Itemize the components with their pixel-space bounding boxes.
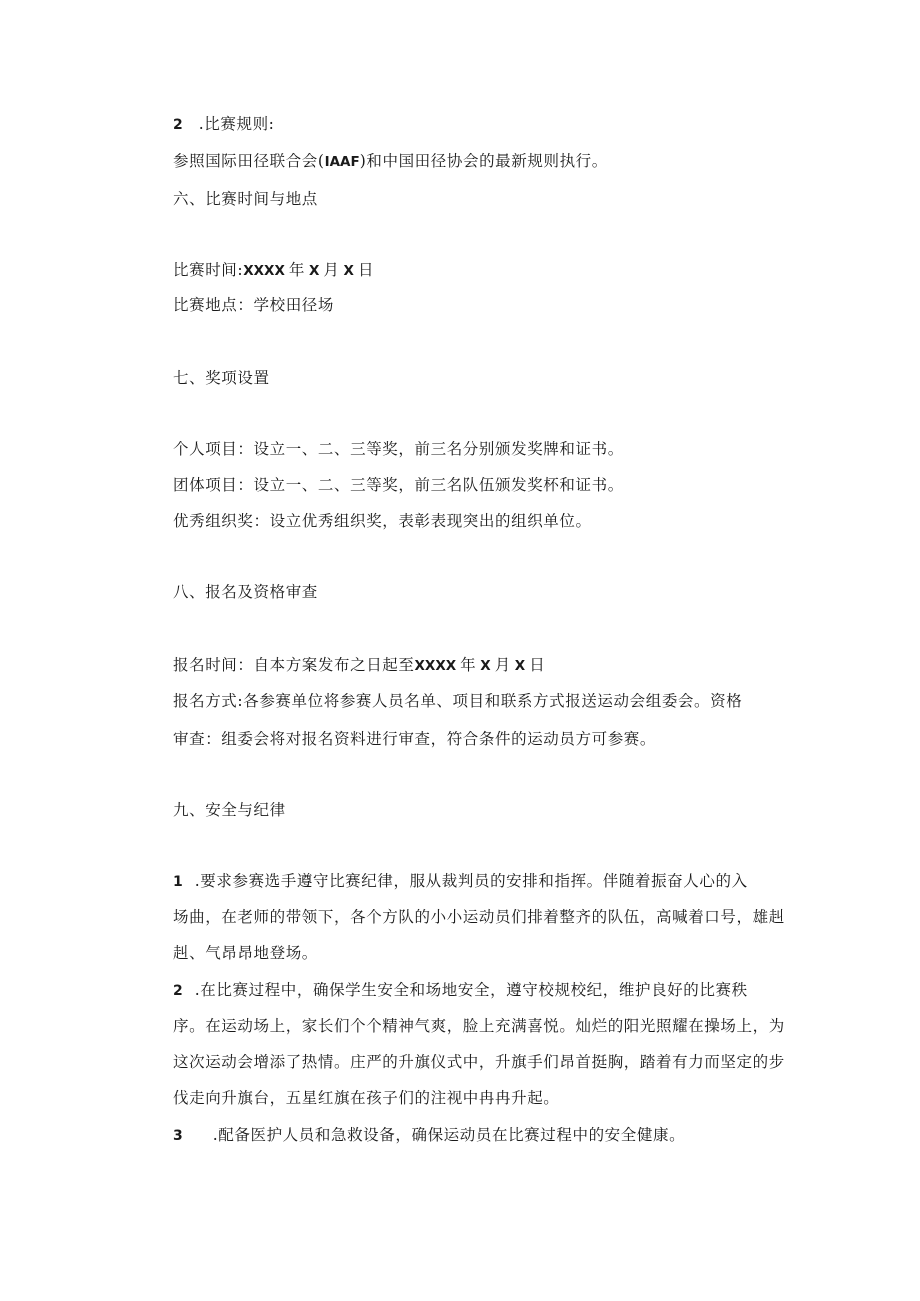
safety-p3-line1 bbox=[173, 1124, 685, 1147]
award-organization: 优秀组织奖：设立优秀组织奖，表彰表现突出的组织单位。 bbox=[173, 512, 592, 530]
reg-time-day-unit: 日 bbox=[529, 656, 546, 674]
reg-time-year: XXXX bbox=[414, 658, 457, 674]
rule-text-pre: 参照国际田径联合会( bbox=[173, 152, 325, 170]
safety-p2-text1: .在比赛过程中，确保学生安全和场地安全，遵守校规校纪，维护良好的比赛秩 bbox=[194, 981, 748, 999]
registration-time bbox=[173, 654, 545, 677]
safety-p1-line2: 场曲，在老师的带领下，各个方队的小小运动员们排着整齐的队伍，高喊着口号，雄赳 bbox=[173, 908, 785, 926]
safety-p2-line4: 伐走向升旗台，五星红旗在孩子们的注视中冉冉升起。 bbox=[173, 1089, 560, 1107]
competition-place: 比赛地点：学校田径场 bbox=[173, 296, 335, 314]
rule-text bbox=[173, 150, 608, 173]
safety-p3-text1: .配备医护人员和急救设备，确保运动员在比赛过程中的安全健康。 bbox=[212, 1126, 686, 1144]
time-day-unit: 日 bbox=[357, 261, 375, 279]
award-team: 团体项目：设立一、二、三等奖，前三名队伍颁发奖杯和证书。 bbox=[173, 476, 624, 494]
time-year-unit: 年 bbox=[288, 261, 305, 279]
safety-p2-line1 bbox=[173, 979, 748, 1002]
time-year: XXXX bbox=[243, 263, 285, 279]
safety-p2-line3: 这次运动会增添了热情。庄严的升旗仪式中，升旗手们昂首挺胸，踏着有力而坚定的步 bbox=[173, 1053, 785, 1071]
rule-heading bbox=[173, 113, 275, 136]
reg-time-month: X bbox=[480, 658, 491, 674]
section8-heading: 八、报名及资格审查 bbox=[173, 583, 318, 601]
time-month: X bbox=[308, 263, 320, 279]
registration-method-line2: 审查：组委会将对报名资料进行审查，符合条件的运动员方可参赛。 bbox=[173, 730, 657, 748]
competition-time bbox=[173, 259, 374, 282]
section6-heading: 六、比赛时间与地点 bbox=[173, 190, 318, 208]
section9-heading: 九、安全与纪律 bbox=[173, 801, 286, 819]
rule-text-post: )和中国田径协会的最新规则执行。 bbox=[359, 152, 608, 170]
rule-number: 2 bbox=[173, 117, 183, 133]
safety-p1-line1 bbox=[173, 870, 748, 893]
time-month-unit: 月 bbox=[323, 261, 340, 279]
rule-label: .比赛规则: bbox=[198, 115, 275, 133]
rule-org: IAAF bbox=[324, 154, 360, 170]
reg-time-month-unit: 月 bbox=[494, 656, 511, 674]
safety-p2-number: 2 bbox=[173, 983, 183, 999]
registration-method-line1: 报名方式:各参赛单位将参赛人员名单、项目和联系方式报送运动会组委会。资格 bbox=[173, 692, 743, 710]
safety-p3-number: 3 bbox=[173, 1128, 183, 1144]
safety-p2-line2: 序。在运动场上，家长们个个精神气爽，脸上充满喜悦。灿烂的阳光照耀在操场上，为 bbox=[173, 1017, 785, 1035]
award-individual: 个人项目：设立一、二、三等奖，前三名分别颁发奖牌和证书。 bbox=[173, 440, 624, 458]
reg-time-year-unit: 年 bbox=[460, 656, 477, 674]
safety-p1-line3: 赳、气昂昂地登场。 bbox=[173, 944, 318, 962]
reg-time-day: X bbox=[514, 658, 526, 674]
time-label: 比赛时间: bbox=[173, 261, 244, 279]
section7-heading: 七、奖项设置 bbox=[173, 369, 270, 387]
time-day: X bbox=[343, 263, 354, 279]
safety-p1-number: 1 bbox=[173, 874, 183, 890]
reg-time-pre: 报名时间：自本方案发布之日起至 bbox=[173, 656, 415, 674]
safety-p1-text1: .要求参赛选手遵守比赛纪律，服从裁判员的安排和指挥。伴随着振奋人心的入 bbox=[194, 872, 748, 890]
